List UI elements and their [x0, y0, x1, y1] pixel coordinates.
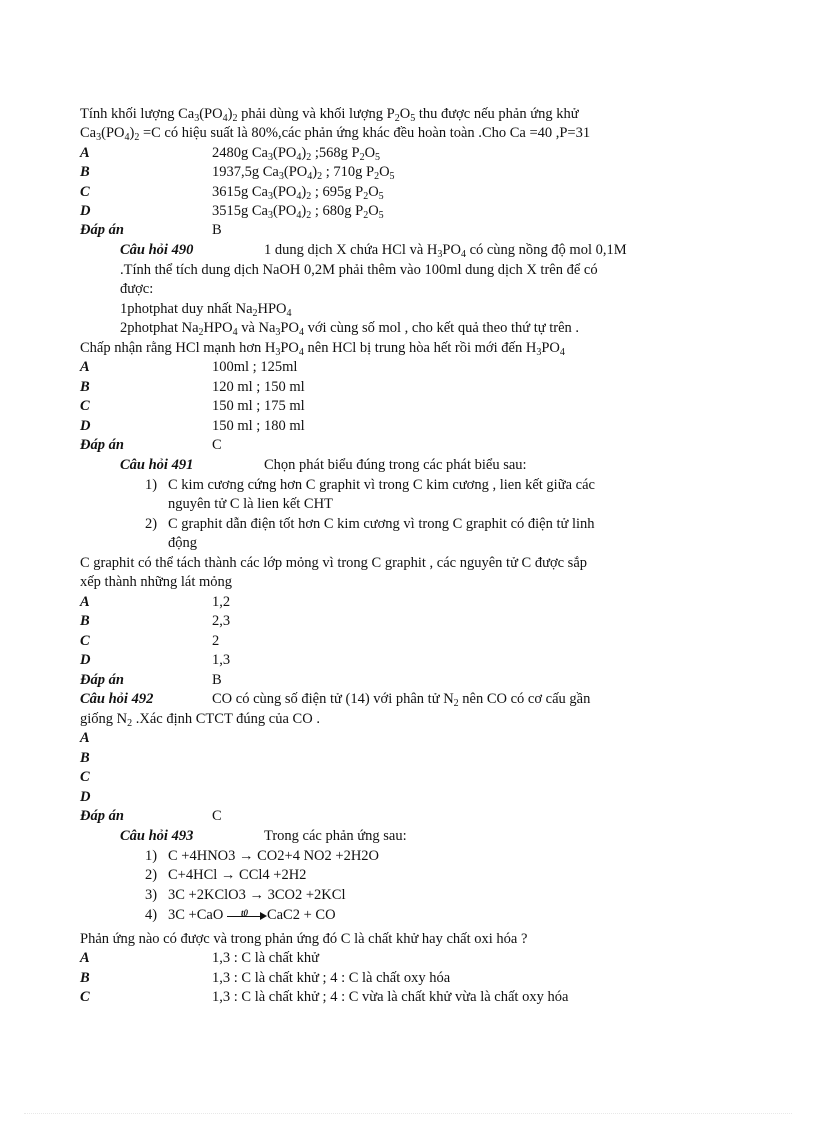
statement-text: C graphit có thể tách thành các lớp mỏng vì trong C graphit , các nguyên tử C được sắp — [80, 555, 588, 571]
option-value: 2 — [212, 633, 220, 649]
option-label: D — [80, 652, 91, 668]
question-item: 1photphat duy nhất $Na_2HPO_4$ — [120, 301, 292, 319]
option-label: A — [80, 359, 90, 375]
question-title: Câu hỏi 490 — [120, 242, 194, 258]
answer-value: C — [212, 437, 222, 453]
answer-label: Đáp án — [80, 437, 124, 453]
option-label: A — [80, 145, 90, 161]
reaction-equation: C +4HNO3 → CO2+4 NO2 +2H2O — [168, 848, 380, 864]
answer-label: Đáp án — [80, 222, 124, 238]
option-value: 1,3 : C là chất khử ; 4 : C vừa là chất khử vừa là chất oxy hóa — [212, 989, 569, 1005]
option-label: C — [80, 398, 90, 414]
option-label: B — [80, 164, 90, 180]
option-value: 3615g $Ca_3(PO_4)_2$ ; 695g $P_2O_5$ — [212, 184, 384, 202]
reaction-equation: C+4HCl → CCl4 +2H2 — [168, 867, 307, 883]
statement-text: C graphit dẫn điện tốt hơn C kim cương vì trong C graphit có điện tử linh — [168, 516, 595, 532]
option-value: 2480g $Ca_3(PO_4)_2$ ;568g $P_2O_5$ — [212, 145, 381, 163]
option-value: 3515g $Ca_3(PO_4)_2$ ; 680g $P_2O_5$ — [212, 203, 384, 221]
question-text: Chọn phát biểu đúng trong các phát biểu sau: — [264, 457, 527, 473]
question-title: Câu hỏi 491 — [120, 457, 194, 473]
question-title: Câu hỏi 492 — [80, 691, 154, 707]
option-label: C — [80, 769, 90, 785]
reaction-equation: 3C +CaO t0 CaC2 + CO — [168, 907, 336, 923]
question-text: được: — [120, 281, 154, 297]
question-text: Phản ứng nào có được và trong phản ứng đó C là chất khử hay chất oxi hóa ? — [80, 931, 528, 947]
option-label: B — [80, 970, 90, 986]
statement-text: xếp thành những lát mỏng — [80, 574, 233, 590]
question-title: Câu hỏi 493 — [120, 828, 194, 844]
option-value: 1,3 : C là chất khử ; 4 : C là chất oxy hóa — [212, 970, 451, 986]
option-value: 120 ml ; 150 ml — [212, 379, 305, 395]
statement-number: 2) — [145, 516, 158, 532]
question-text: 1 dung dịch X chứa HCl và $H_3PO_4$ có cùng nồng độ mol 0,1M — [264, 242, 627, 260]
page-bottom-divider — [24, 1113, 792, 1114]
question-item: 2photphat $Na_2HPO_4$ và $Na_3PO_4$ với cùng số mol , cho kết quả theo thứ tự trên . — [120, 320, 580, 338]
option-label: D — [80, 418, 91, 434]
option-label: B — [80, 379, 90, 395]
reaction-number: 1) — [145, 848, 158, 864]
option-label: C — [80, 989, 90, 1005]
intro-line-2: $Ca_3(PO_4)_2 =C$ có hiệu suất là 80%,các phản ứng khác đều hoàn toàn .Cho Ca =40 ,P=31 — [80, 125, 591, 143]
option-value: 1,3 : C là chất khử — [212, 950, 319, 966]
option-label: A — [80, 594, 90, 610]
statement-text: động — [168, 535, 197, 551]
option-label: A — [80, 950, 90, 966]
option-label: D — [80, 203, 91, 219]
answer-label: Đáp án — [80, 808, 124, 824]
question-text: .Tính thể tích dung dịch NaOH 0,2M phải thêm vào 100ml dung dịch X trên để có — [120, 262, 598, 278]
question-text: Chấp nhận rằng HCl mạnh hơn $H_3PO_4$ nên HCl bị trung hòa hết rồi mới đến $H_3PO_4$ — [80, 340, 565, 358]
question-text: Trong các phản ứng sau: — [264, 828, 407, 844]
reaction-number: 4) — [145, 907, 158, 923]
answer-value: B — [212, 222, 222, 238]
option-label: A — [80, 730, 90, 746]
option-value: 2,3 — [212, 613, 231, 629]
option-value: 150 ml ; 175 ml — [212, 398, 305, 414]
option-label: B — [80, 750, 90, 766]
statement-number: 1) — [145, 477, 158, 493]
reaction-number: 2) — [145, 867, 158, 883]
option-value: 150 ml ; 180 ml — [212, 418, 305, 434]
statement-text: nguyên tử C là lien kết CHT — [168, 496, 333, 512]
option-label: D — [80, 789, 91, 805]
question-text: CO có cùng số điện tử (14) với phân tử $N_2$ nên CO có cơ cấu gần — [212, 691, 591, 709]
answer-value: C — [212, 808, 222, 824]
option-label: B — [80, 613, 90, 629]
option-label: C — [80, 633, 90, 649]
answer-label: Đáp án — [80, 672, 124, 688]
option-value: 1937,5g $Ca_3(PO_4)_2$ ; 710g $P_2O_5$ — [212, 164, 395, 182]
option-value: 1,3 — [212, 652, 231, 668]
question-text: giống $N_2$ .Xác định CTCT đúng của CO . — [80, 711, 320, 729]
option-value: 100ml ; 125ml — [212, 359, 298, 375]
statement-text: C kim cương cứng hơn C graphit vì trong C kim cương , lien kết giữa các — [168, 477, 595, 493]
intro-line-1: Tính khối lượng $Ca_3(PO_4)_2$ phải dùng và khối lượng $P_2O_5$ thu được nếu phản ứng khử — [80, 106, 579, 124]
answer-value: B — [212, 672, 222, 688]
reaction-number: 3) — [145, 887, 158, 903]
option-value: 1,2 — [212, 594, 231, 610]
reaction-equation: 3C +2KClO3 → 3CO2 +2KCl — [168, 887, 346, 903]
heat-arrow-icon: t0 — [227, 910, 267, 922]
option-label: C — [80, 184, 90, 200]
